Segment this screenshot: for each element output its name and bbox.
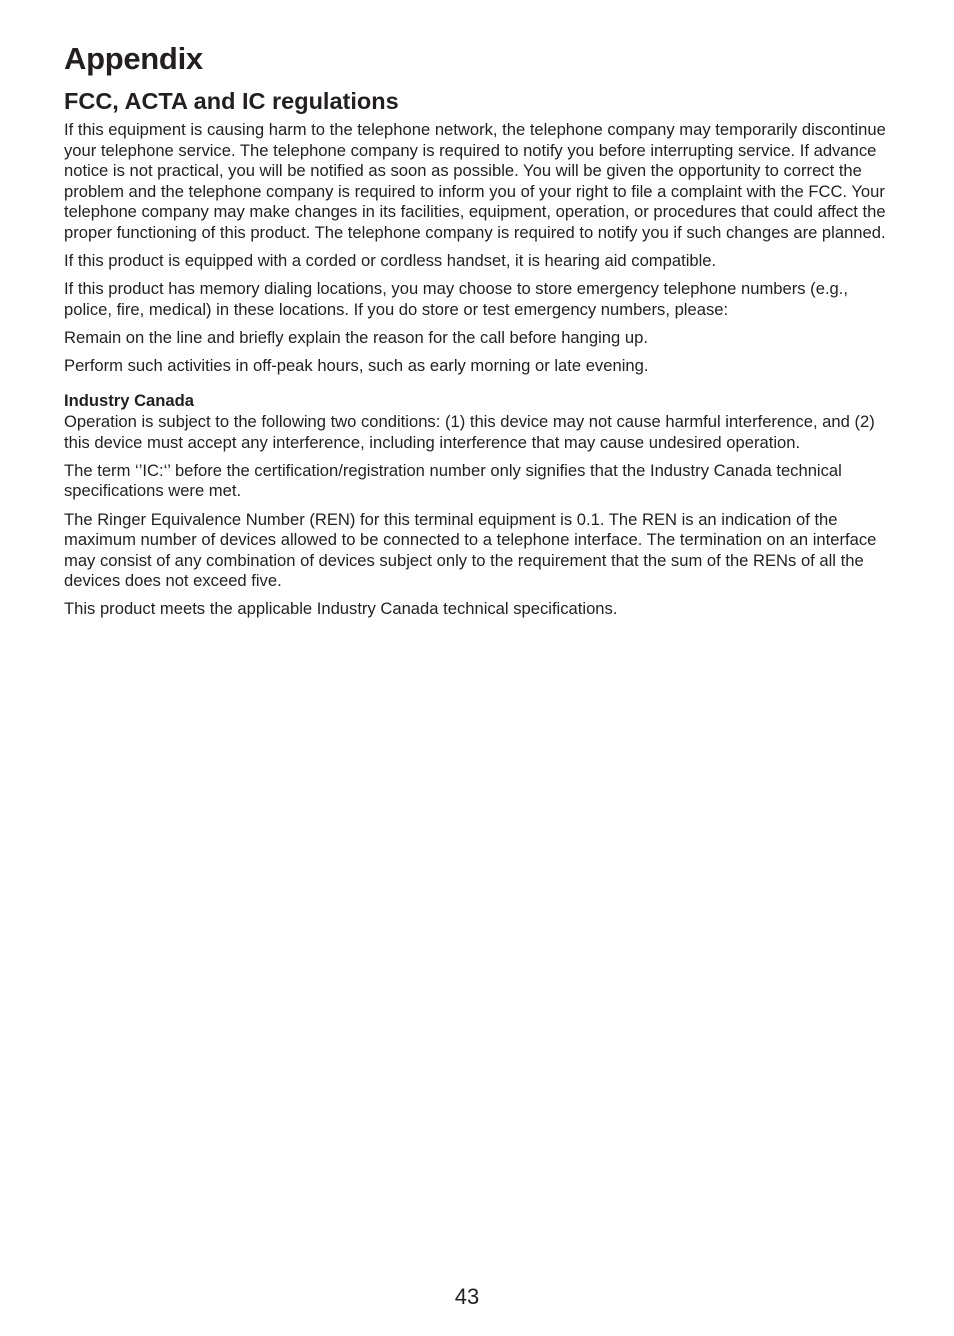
page-title: Appendix	[64, 41, 203, 76]
page-number: 43	[454, 1284, 480, 1309]
ic-paragraph: This product meets the applicable Industry Canada technical specifications.	[64, 599, 618, 619]
fcc-paragraph: Perform such activities in off-peak hours, such as early morning or late evening.	[64, 355, 649, 375]
ic-paragraph: The Ringer Equivalence Number (REN) for this terminal equipment is 0.1. The REN is an indication of the maximum number of devices allowed to be connected to a telephone interface. The termination on an interface may consist of any combination of devices subject only to the requirement that the sum of the RENs of all the devices does not exceed five.	[64, 509, 877, 591]
industry-canada-heading: Industry Canada	[64, 390, 195, 410]
fcc-paragraph: If this equipment is causing harm to the telephone network, the telephone company may temporarily discontinue your telephone service. The telephone company is required to notify you before interrupting service. If advance notice is not practical, you will be notified as soon as possible. You will be given the opportunity to correct the problem and the telephone company is required to inform you of your right to file a complaint with the FCC. Your telephone company may make changes in its facilities, equipment, operation, or procedures that could affect the proper functioning of this product. The telephone company is required to notify you if such changes are planned.	[64, 120, 886, 242]
section-title: FCC, ACTA and IC regulations	[64, 88, 399, 114]
fcc-paragraph: Remain on the line and briefly explain the reason for the call before hanging up.	[64, 327, 648, 347]
document-page	[64, 38, 890, 627]
ic-paragraph: The term ‘’IC:‘’ before the certification/registration number only signifies that the Industry Canada technical specifications were met.	[64, 460, 842, 501]
ic-paragraph: Operation is subject to the following two conditions: (1) this device may not cause harmful interference, and (2) this device must accept any interference, including interference that may cause undesired operation.	[64, 412, 875, 452]
fcc-paragraph: If this product is equipped with a corded or cordless handset, it is hearing aid compatible.	[64, 251, 717, 271]
fcc-paragraph: If this product has memory dialing locations, you may choose to store emergency telephone numbers (e.g., police, fire, medical) in these locations. If you do store or test emergency numbers, please:	[64, 279, 848, 319]
